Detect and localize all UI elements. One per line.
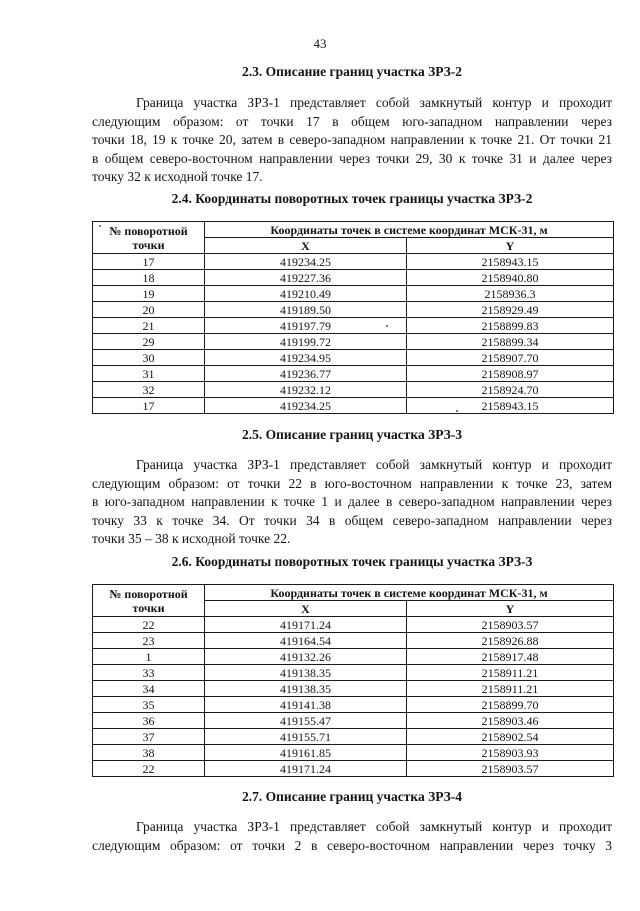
point-cell: 21 <box>93 318 205 334</box>
table-row <box>93 713 614 729</box>
header-text: № поворотной <box>109 586 188 601</box>
table-row <box>93 350 614 366</box>
section-heading-2-7: 2.7. Описание границ участка ЗРЗ-4 <box>242 789 462 804</box>
point-cell: 38 <box>93 745 205 761</box>
x-cell: 419155.71 <box>205 729 407 745</box>
section-heading-2-6: 2.6. Координаты поворотных точек границы участка ЗРЗ-3 <box>171 554 533 569</box>
section-heading-2-5: 2.5. Описание границ участка ЗРЗ-3 <box>242 427 462 442</box>
point-cell: 17 <box>93 254 205 270</box>
text-line: точку 33 к точке 34. От точки 34 в общем северо-западном направлении через <box>92 512 612 528</box>
text-line: точку 32 к исходной точке 17. <box>92 169 263 184</box>
scan-speck <box>386 325 388 327</box>
y-cell: 2158899.83 <box>407 318 614 334</box>
header-text: точки <box>132 237 165 252</box>
table-row <box>93 681 614 697</box>
point-cell: 32 <box>93 382 205 398</box>
point-cell: 1 <box>93 649 205 665</box>
section-heading-2-4: 2.4. Координаты поворотных точек границы участка ЗРЗ-2 <box>171 191 533 206</box>
section-text-2-3 <box>92 94 612 187</box>
text-line: Граница участка ЗРЗ-1 представляет собой замкнутый контур и проходит <box>136 457 612 472</box>
coordinates-table-zrz-2 <box>92 221 614 414</box>
y-cell: 2158940.80 <box>407 270 614 286</box>
scan-speck <box>99 225 101 227</box>
point-number-header <box>93 222 205 254</box>
table-row <box>93 366 614 382</box>
table-row <box>93 665 614 681</box>
point-number-header <box>93 585 205 617</box>
y-cell: 2158917.48 <box>407 649 614 665</box>
page-number: 43 <box>313 36 327 51</box>
x-cell: 419171.24 <box>205 761 407 777</box>
point-cell: 19 <box>93 286 205 302</box>
x-cell: 419210.49 <box>205 286 407 302</box>
y-cell: 2158926.88 <box>407 633 614 649</box>
coords-header: Координаты точек в системе координат МСК-31, м <box>205 585 614 601</box>
x-cell: 419138.35 <box>205 665 407 681</box>
y-cell: 2158943.15 <box>407 254 614 270</box>
point-cell: 22 <box>93 761 205 777</box>
table-row <box>93 398 614 414</box>
table-row <box>93 729 614 745</box>
coords-header: Координаты точек в системе координат МСК-31, м <box>205 222 614 238</box>
y-cell: 2158903.93 <box>407 745 614 761</box>
x-header: X <box>205 238 407 254</box>
table-row <box>93 761 614 777</box>
x-cell: 419197.79 <box>205 318 407 334</box>
text-line: в юго-западном направлении к точке 1 и далее в северо-западном направлении через <box>92 494 612 509</box>
text-line: точки 35 – 38 к исходной точке 22. <box>92 531 291 546</box>
y-cell: 2158903.57 <box>407 617 614 633</box>
point-cell: 22 <box>93 617 205 633</box>
table-row <box>93 270 614 286</box>
point-cell: 33 <box>93 665 205 681</box>
y-cell: 2158936.3 <box>407 286 614 302</box>
x-cell: 419164.54 <box>205 633 407 649</box>
y-header: Y <box>407 601 614 617</box>
table-row <box>93 697 614 713</box>
y-cell: 2158943.15 <box>407 398 614 414</box>
x-cell: 419232.12 <box>205 382 407 398</box>
table-row <box>93 334 614 350</box>
table-row <box>93 302 614 318</box>
point-cell: 18 <box>93 270 205 286</box>
y-cell: 2158924.70 <box>407 382 614 398</box>
table-row <box>93 633 614 649</box>
text-line: Граница участка ЗРЗ-1 представляет собой замкнутый контур и проходит <box>136 819 612 834</box>
y-cell: 2158903.57 <box>407 761 614 777</box>
x-cell: 419141.38 <box>205 697 407 713</box>
y-cell: 2158902.54 <box>407 729 614 745</box>
y-cell: 2158907.70 <box>407 350 614 366</box>
table-row <box>93 745 614 761</box>
point-cell: 31 <box>93 366 205 382</box>
x-cell: 419227.36 <box>205 270 407 286</box>
x-cell: 419171.24 <box>205 617 407 633</box>
x-cell: 419155.47 <box>205 713 407 729</box>
text-line: следующим образом: от точки 2 в северо-восточном направлении через точку 3 <box>92 837 612 853</box>
x-cell: 419234.25 <box>205 398 407 414</box>
header-text: № поворотной <box>109 223 188 238</box>
coordinates-table-zrz-3 <box>92 584 614 777</box>
scan-speck <box>456 410 458 412</box>
y-header: Y <box>407 238 614 254</box>
x-cell: 419199.72 <box>205 334 407 350</box>
y-cell: 2158899.70 <box>407 697 614 713</box>
point-cell: 17 <box>93 398 205 414</box>
point-cell: 30 <box>93 350 205 366</box>
x-cell: 419138.35 <box>205 681 407 697</box>
table-row <box>93 382 614 398</box>
table-row <box>93 649 614 665</box>
text-line: Граница участка ЗРЗ-1 представляет собой замкнутый контур и проходит <box>136 95 612 110</box>
header-text: точки <box>132 600 165 615</box>
point-cell: 36 <box>93 713 205 729</box>
point-cell: 37 <box>93 729 205 745</box>
y-cell: 2158899.34 <box>407 334 614 350</box>
y-cell: 2158908.97 <box>407 366 614 382</box>
table-row <box>93 318 614 334</box>
section-text-2-7 <box>92 818 612 855</box>
x-cell: 419132.26 <box>205 649 407 665</box>
x-cell: 419234.95 <box>205 350 407 366</box>
point-cell: 20 <box>93 302 205 318</box>
x-cell: 419236.77 <box>205 366 407 382</box>
text-line: следующим образом: от точки 22 в юго-восточном направлении к точке 23, затем <box>92 475 612 491</box>
text-line: точки 18, 19 к точке 20, затем в северо-западном направлении к точке 21. От точки 21 <box>92 132 612 147</box>
x-cell: 419189.50 <box>205 302 407 318</box>
y-cell: 2158911.21 <box>407 681 614 697</box>
section-heading-2-3: 2.3. Описание границ участка ЗРЗ-2 <box>242 64 462 79</box>
x-header: X <box>205 601 407 617</box>
point-cell: 29 <box>93 334 205 350</box>
table-row <box>93 254 614 270</box>
text-line: следующим образом: от точки 17 в общем юго-западном направлении через <box>92 113 612 129</box>
y-cell: 2158903.46 <box>407 713 614 729</box>
table-row <box>93 617 614 633</box>
text-line: в общем северо-восточном направлении через точки 29, 30 к точке 31 и далее через <box>92 150 612 166</box>
x-cell: 419234.25 <box>205 254 407 270</box>
point-cell: 34 <box>93 681 205 697</box>
y-cell: 2158911.21 <box>407 665 614 681</box>
point-cell: 35 <box>93 697 205 713</box>
y-cell: 2158929.49 <box>407 302 614 318</box>
x-cell: 419161.85 <box>205 745 407 761</box>
point-cell: 23 <box>93 633 205 649</box>
section-text-2-5 <box>92 456 612 549</box>
table-row <box>93 286 614 302</box>
